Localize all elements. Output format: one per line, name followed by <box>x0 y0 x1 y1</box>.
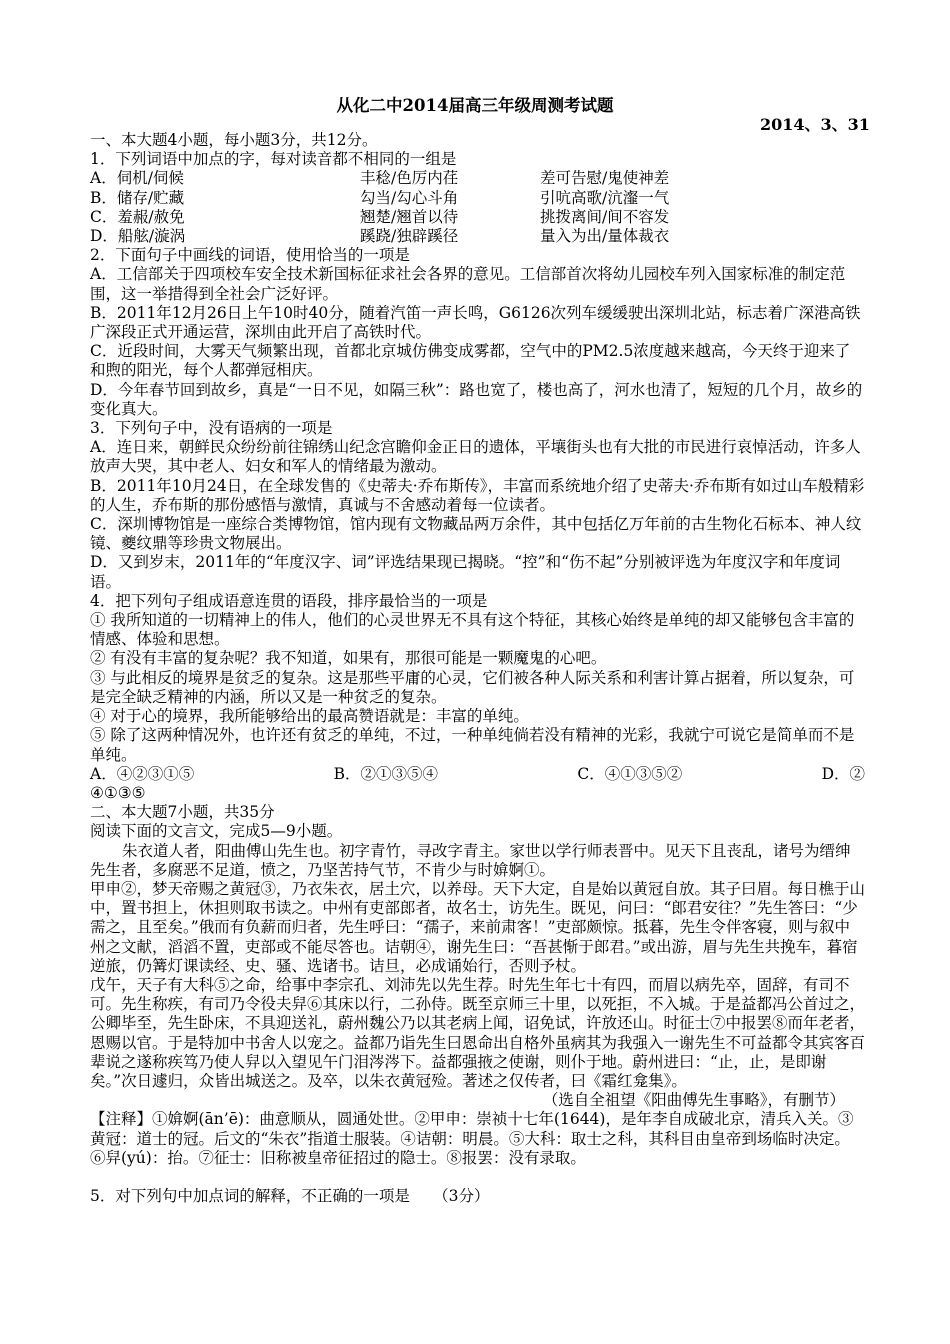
q5-stem: 5．对下列句中加点词的解释，不正确的一项是 （3分） <box>90 1186 490 1205</box>
spacer <box>90 1168 865 1187</box>
q3-stem: 3．下列句子中，没有语病的一项是 <box>90 419 333 438</box>
q3-option-a: A．连日来，朝鲜民众纷纷前往锦绣山纪念宫瞻仰金正日的遗体，平壤街头也有大批的市民进行哀悼活动，许多人放声大哭，其中老人、妇女和军人的情绪最为激动。 <box>90 438 861 476</box>
q1-option-d: D．船舷/漩涡 蹊跷/独辟蹊径 量入为出/量体裁衣 <box>90 227 670 246</box>
q3-option-c: C．深圳博物馆是一座综合类博物馆，馆内现有文物藏品两万余件，其中包括亿万年前的古生物化石标本、神人纹镜、夔纹鼎等珍贵文物展出。 <box>90 515 862 553</box>
section1-heading: 一、本大题4小题，每小题3分，共12分。 <box>90 131 378 149</box>
q2-option-a: A．工信部关于四项校车安全技术新国标征求社会各界的意见。工信部首次将幼儿园校车列入国家标准的制定范围，这一举措得到全社会广泛好评。 <box>90 265 846 303</box>
exam-content <box>90 131 865 1206</box>
passage-paragraph-3: 戊午，天子有大科⑤之命，给事中李宗孔、刘沛先以先生荐。时先生年七十有四，而眉以病先卒，固辞，有司不可。先生称疾，有司乃令役夫舁⑥其床以行，二孙侍。既至京师三十里，以死拒，不入城。于是益都冯公首过之，公卿毕至，先生卧床，不具迎送礼，蔚州魏公乃以其老病上闻，诏免试，许放还山。时征士⑦中报罢⑧而年老者，恩赐以官。于是特加中书舍人以宠之。益都乃诣先生曰恩命出自格外虽病其为我强入一谢先生不可益都令其宾客百辈说之遂称疾笃乃使人舁以入望见午门泪涔涔下。益都强掖之使谢，则仆于地。蔚州进曰：“止，止，是即谢矣。”次日遽归，众皆出城送之。及卒，以朱衣黄冠殓。著述之仅传者，曰《霜红龛集》。 <box>90 975 866 1090</box>
q1-option-b: B．储存/贮藏 勾当/勾心斗角 引吭高歌/沆瀣一气 <box>90 188 670 207</box>
q3-option-b: B．2011年10月24日，在全球发售的《史蒂夫·乔布斯传》，丰富而系统地介绍了史蒂夫·乔布斯有如过山车般精彩的人生，乔布斯的那份感悟与激情，真诚与不舍感动着每一位读者。 <box>90 476 865 514</box>
passage-paragraph-2: 甲申②，梦天帝赐之黄冠③，乃衣朱衣，居土穴，以养母。天下大定，自是始以黄冠自放。其子曰眉。每日樵于山中，置书担上，休担则取书读之。中州有吏部郎者，故名士，访先生。既见，问曰：“郎君安往？”先生答曰：“少需之，且至矣。”俄而有负薪而归者，先生呼曰：“孺子，来前肃客！”吏部颇惊。抵暮，先生令伴客寝，则与叙中州之文献，滔滔不置，吏部或不能尽答也。诘朝④，谢先生曰：“吾甚惭于郎君。”或出游，眉与先生共挽车，暮宿逆旅，仍篝灯课读经、史、骚、选诸书。诘旦，必成诵始行，否则予杖。 <box>90 879 866 975</box>
q4-option-b: B．②①③⑤④ <box>333 764 438 783</box>
q1-option-c: C．羞赧/赦免 翘楚/翘首以待 挑拨离间/间不容发 <box>90 207 670 226</box>
section2-intro: 阅读下面的文言文，完成5—9小题。 <box>90 822 343 841</box>
q4-option-d-wrap: ④①③⑤ <box>90 783 146 802</box>
passage-source: （选自全祖望《阳曲傅先生事略》，有删节） <box>542 1091 845 1110</box>
q4-sentence-3: ③ 与此相反的境界是贫乏的复杂。这是那些平庸的心灵，它们被各种人际关系和利害计算占据着，所以复杂，可是完全缺乏精神的内涵，所以又是一种贫乏的复杂。 <box>90 668 855 706</box>
q4-option-c: C．④①③⑤② <box>577 764 683 783</box>
q4-option-d: D．② <box>821 764 865 783</box>
q4-option-a: A．④②③①⑤ <box>90 764 195 783</box>
page-title: 从化二中2014届高三年级周测考试题 <box>336 96 614 115</box>
passage-notes: 【注释】①媕婀(ān’ē)：曲意顺从，圆通处世。②甲申：崇祯十七年(1644)，是年李自成破北京，清兵入关。③黄冠：道士的冠。后文的“朱衣”指道士服装。④诘朝：明晨。⑤大科：取士之科，其科目由皇帝到场临时决定。⑥舁(yú)：抬。⑦征士：旧称被皇帝征招过的隐士。⑧报罢：没有录取。 <box>90 1110 854 1167</box>
q1-option-a: A．伺机/伺候 丰稔/色厉内荏 差可告慰/鬼使神差 <box>90 169 670 188</box>
exam-date: 2014、3、31 <box>760 115 870 134</box>
q2-option-d: D．今年春节回到故乡，真是“一日不见，如隔三秋”：路也宽了，楼也高了，河水也清了，短短的几个月，故乡的变化真大。 <box>90 380 863 418</box>
q4-sentence-1: ① 我所知道的一切精神上的伟人，他们的心灵世界无不具有这个特征，其核心始终是单纯的却又能够包含丰富的情感、体验和思想。 <box>90 611 855 649</box>
q4-sentence-2: ② 有没有丰富的复杂呢？我不知道，如果有，那很可能是一颗魔鬼的心吧。 <box>90 649 607 668</box>
q2-option-c: C．近段时间，大雾天气频繁出现，首都北京城仿佛变成雾都，空气中的PM2.5浓度越来越高，今天终于迎来了和煦的阳光，每个人都弹冠相庆。 <box>90 342 851 380</box>
q3-option-d: D．又到岁末，2011年的“年度汉字、词”评选结果现已揭晓。“控”和“伤不起”分别被评选为年度汉字和年度词语。 <box>90 553 841 591</box>
q1-stem: 1．下列词语中加点的字，每对读音都不相同的一组是 <box>90 150 457 169</box>
q2-option-b: B．2011年12月26日上午10时40分，随着汽笛一声长鸣，G6126次列车缓缓驶出深圳北站，标志着广深港高铁广深段正式开通运营，深圳由此开启了高铁时代。 <box>90 303 861 342</box>
passage-paragraph-1: 朱衣道人者，阳曲傅山先生也。初字青竹，寻改字青主。家世以学行师表晋中。见天下且丧乱，诸号为缙绅先生者，多腐恶不足道，愤之，乃坚苦持气节，不肯少与时媕婀①。 <box>90 841 851 879</box>
q4-stem: 4．把下列句子组成语意连贯的语段，排序最恰当的一项是 <box>90 591 488 610</box>
section2-heading: 二、本大题7小题，共35分 <box>90 803 275 822</box>
q2-stem: 2．下面句子中画线的词语，使用恰当的一项是 <box>90 246 410 265</box>
q4-sentence-5: ⑤ 除了这两种情况外，也许还有贫乏的单纯，不过，一种单纯倘若没有精神的光彩，我就宁可说它是简单而不是单纯。 <box>90 726 855 764</box>
q4-options <box>90 765 865 784</box>
q4-sentence-4: ④ 对于心的境界，我所能够给出的最高赞语就是：丰富的单纯。 <box>90 707 529 726</box>
